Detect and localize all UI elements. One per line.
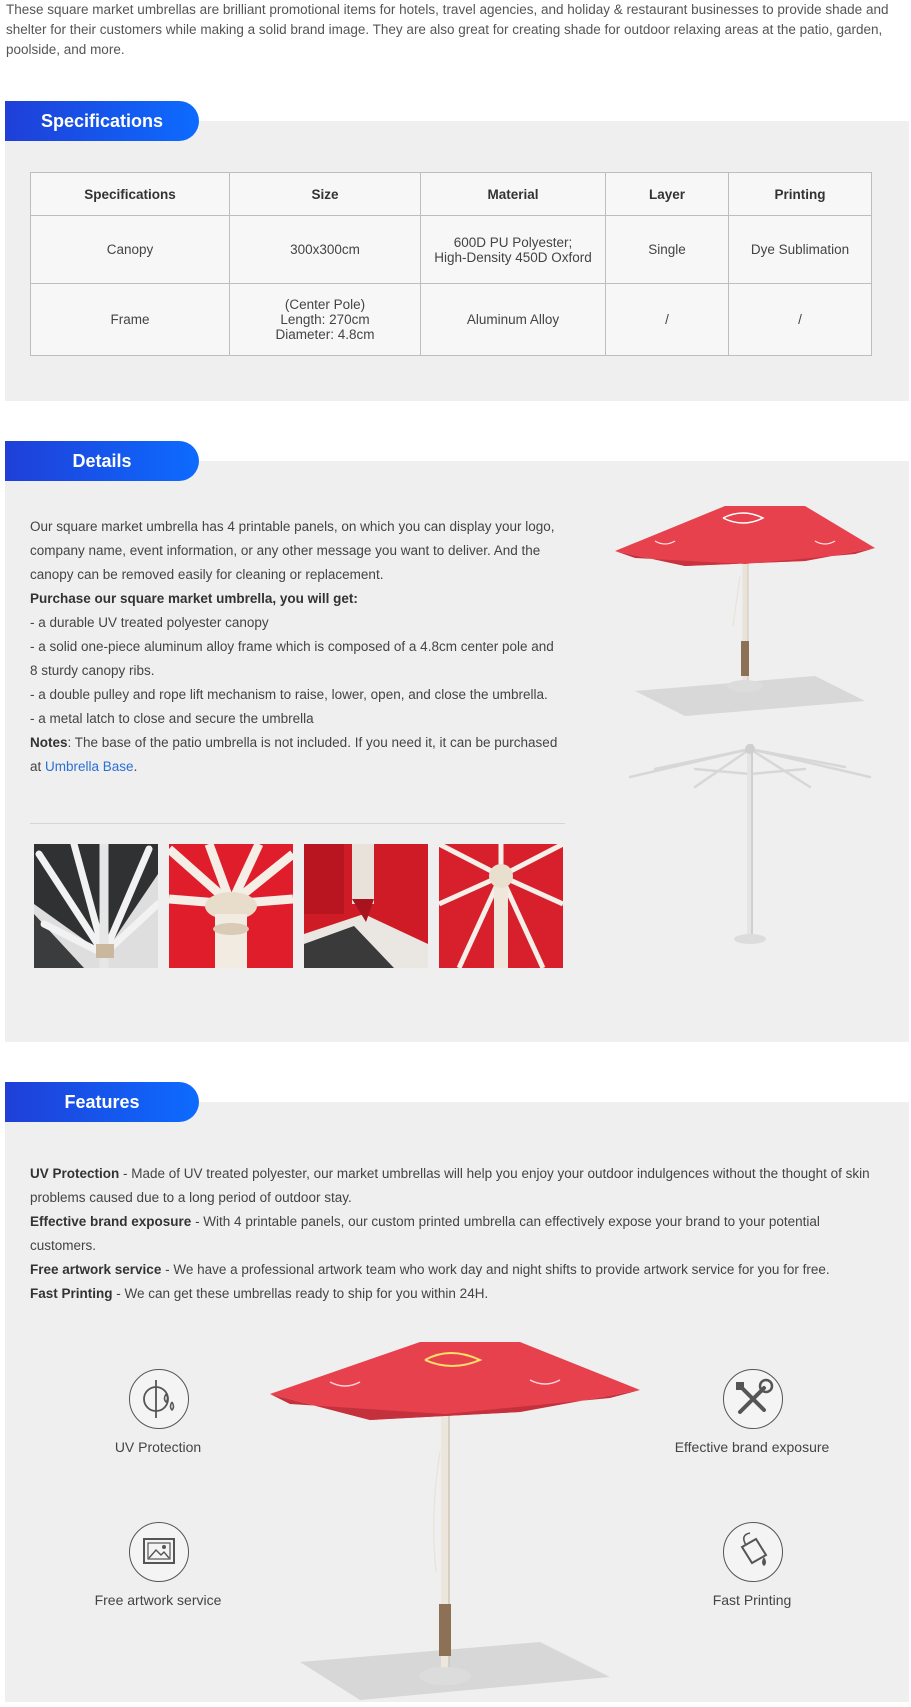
cell-line: 600D PU Polyester; xyxy=(453,234,573,250)
feature-item xyxy=(30,1258,880,1282)
table-cell xyxy=(421,216,606,284)
bullet-item: - a solid one-piece aluminum alloy frame which is composed of a 4.8cm center pole and 8 sturdy canopy ribs. xyxy=(30,639,554,678)
canopy-underside-photo xyxy=(439,844,563,968)
features-section xyxy=(0,1082,911,1704)
purchase-heading: Purchase our square market umbrella, you will get: xyxy=(30,591,358,606)
notes-end: . xyxy=(133,759,138,774)
column-header: Specifications xyxy=(31,173,230,216)
table-cell: 300x300cm xyxy=(230,216,421,284)
frame-ribs-photo xyxy=(34,844,158,968)
bullet-item: - a metal latch to close and secure the umbrella xyxy=(30,711,314,726)
intro-text: These square market umbrellas are brilliant promotional items for hotels, travel agencies, and holiday & restaurant businesses to provide shade and shelter for their customers while making a solid brand image. They are also great for creating shade for outdoor relaxing areas at the patio, garden, poolside, and more. xyxy=(6,2,889,57)
feature-text: - With 4 printable panels, our custom printed umbrella can effectively expose your brand to your potential customers. xyxy=(30,1214,820,1253)
uv-protection-icon xyxy=(129,1369,189,1429)
table-cell xyxy=(230,284,421,356)
specifications-section xyxy=(0,101,911,401)
table-cell: / xyxy=(606,284,729,356)
column-header: Layer xyxy=(606,173,729,216)
feature-text: - We can get these umbrellas ready to ship for you within 24H. xyxy=(112,1286,489,1301)
bullet-item: - a double pulley and rope lift mechanism to raise, lower, open, and close the umbrella. xyxy=(30,687,548,702)
details-paragraph: Our square market umbrella has 4 printable panels, on which you can display your logo, company name, event information, or any other message you want to deliver. And the canopy can be removed easily for cleaning or replacement. xyxy=(30,519,555,582)
table-header-row xyxy=(31,173,872,216)
fast-printing-label: Fast Printing xyxy=(712,1592,792,1608)
cell-line: (Center Pole) xyxy=(284,297,366,312)
table-cell: Dye Sublimation xyxy=(729,216,872,284)
feature-item xyxy=(30,1282,880,1306)
table-cell: Canopy xyxy=(31,216,230,284)
column-header: Printing xyxy=(729,173,872,216)
umbrella-base-link[interactable]: Umbrella Base xyxy=(45,759,134,774)
table-cell: Aluminum Alloy xyxy=(421,284,606,356)
cell-line: High-Density 450D Oxford xyxy=(434,249,592,265)
umbrella-frame-image xyxy=(625,739,880,949)
column-header: Size xyxy=(230,173,421,216)
artwork-service-label: Free artwork service xyxy=(94,1592,222,1608)
brand-exposure-label: Effective brand exposure xyxy=(674,1439,830,1455)
details-heading: Details xyxy=(5,441,199,481)
feature-text: - We have a professional artwork team who work day and night shifts to provide artwork service for you for free. xyxy=(161,1262,830,1277)
details-divider xyxy=(30,823,565,824)
table-cell: / xyxy=(729,284,872,356)
feature-item xyxy=(30,1210,880,1258)
image-frame-icon xyxy=(129,1522,189,1582)
specifications-table xyxy=(30,172,872,356)
umbrella-open-image xyxy=(605,506,885,716)
feature-item xyxy=(30,1162,880,1210)
notes-text: : The base of the patio umbrella is not included. If you need it, it can be purchased at xyxy=(30,735,558,774)
details-description xyxy=(30,515,560,779)
feature-title: UV Protection xyxy=(30,1166,120,1181)
uv-protection-label: UV Protection xyxy=(114,1439,202,1455)
table-cell: Single xyxy=(606,216,729,284)
feature-title: Free artwork service xyxy=(30,1262,162,1277)
tools-icon xyxy=(723,1369,783,1429)
specifications-heading: Specifications xyxy=(5,101,199,141)
features-heading: Features xyxy=(5,1082,199,1122)
notes-line xyxy=(30,731,560,779)
features-list xyxy=(30,1162,880,1306)
table-row xyxy=(31,284,872,356)
hub-red-photo xyxy=(169,844,293,968)
canopy-corner-photo xyxy=(304,844,428,968)
feature-title: Effective brand exposure xyxy=(30,1214,192,1229)
bullet-item: - a durable UV treated polyester canopy xyxy=(30,615,269,630)
cell-line: Length: 270cm xyxy=(280,312,370,327)
feature-text: - Made of UV treated polyester, our market umbrellas will help you enjoy your outdoor indulgences without the thought of skin problems caused due to a long period of outdoor stay. xyxy=(30,1166,870,1205)
table-cell: Frame xyxy=(31,284,230,356)
column-header: Material xyxy=(421,173,606,216)
details-section xyxy=(0,441,911,1043)
feature-umbrella-image xyxy=(270,1342,645,1702)
feature-title: Fast Printing xyxy=(30,1286,113,1301)
notes-label: Notes xyxy=(30,735,68,750)
paint-bucket-icon xyxy=(723,1522,783,1582)
table-row xyxy=(31,216,872,284)
cell-line: Diameter: 4.8cm xyxy=(275,327,375,342)
